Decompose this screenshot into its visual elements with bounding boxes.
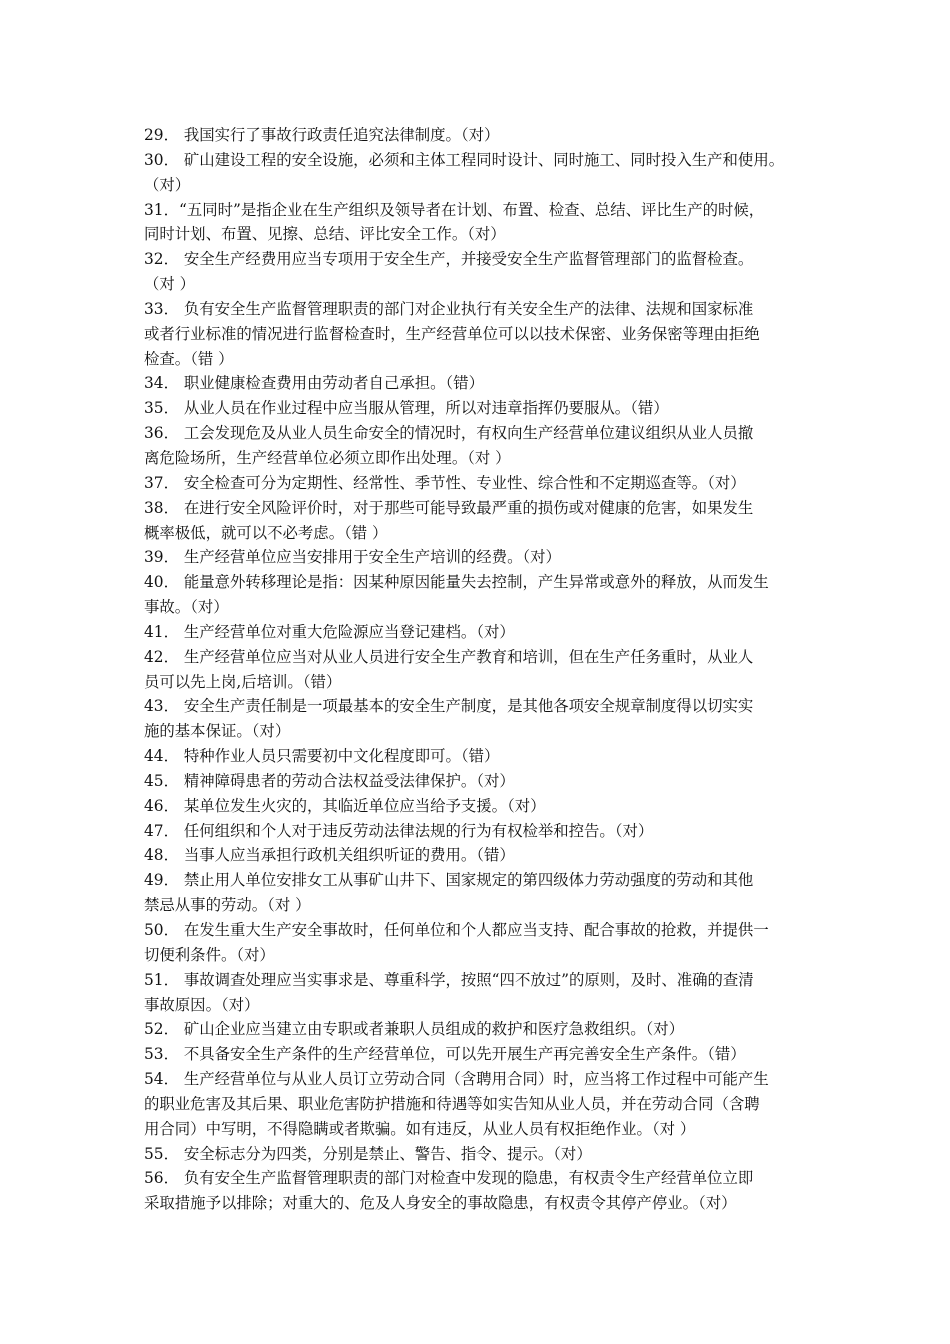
text-line: 54． 生产经营单位与从业人员订立劳动合同（含聘用合同）时，应当将工作过程中可能产生	[144, 1070, 769, 1089]
text-line: 禁忌从事的劳动。（对 ）	[144, 896, 311, 915]
text-line	[144, 1216, 814, 1241]
text-line: 46． 某单位发生火灾的，其临近单位应当给予支援。（对）	[144, 796, 546, 815]
text-line: 49． 禁止用人单位安排女工从事矿山井下、国家规定的第四级体力劳动强度的劳动和其他	[144, 871, 754, 890]
text-line: 32． 安全生产经费用应当专项用于安全生产，并接受安全生产监督管理部门的监督检查。	[144, 250, 754, 269]
text-line: 51． 事故调查处理应当实事求是、尊重科学，按照“四不放过”的原则，及时、准确的查清	[144, 970, 754, 989]
text-line: 47． 任何组织和个人对于违反劳动法律法规的行为有权检举和控告。（对）	[144, 821, 654, 840]
text-line: 37． 安全检查可分为定期性、经常性、季节性、专业性、综合性和不定期巡查等。（对）	[144, 473, 746, 492]
text-line: 55． 安全标志分为四类，分别是禁止、警告、指令、提示。（对）	[144, 1144, 592, 1163]
text-line: 离危险场所，生产经营单位必须立即作出处理。（对 ）	[144, 448, 511, 467]
text-line: 30． 矿山建设工程的安全设施，必须和主体工程同时设计、同时施工、同时投入生产和使用。	[144, 150, 785, 169]
text-line: 检查。（错 ）	[144, 349, 234, 368]
text-line: 34． 职业健康检查费用由劳动者自己承担。（错）	[144, 374, 484, 393]
text-line: 56． 负有安全生产监督管理职责的部门对检查中发现的隐患，有权责令生产经营单位立即	[144, 1169, 754, 1188]
text-line: 员可以先上岗,后培训。（错）	[144, 672, 342, 691]
text-line: 43． 安全生产责任制是一项最基本的安全生产制度，是其他各项安全规章制度得以切实实	[144, 697, 754, 716]
text-line: 事故。（对）	[144, 598, 229, 617]
text-line: 42． 生产经营单位应当对从业人员进行安全生产教育和培训，但在生产任务重时，从业人	[144, 647, 754, 666]
text-line: 切便利条件。（对）	[144, 945, 275, 964]
text-line: 同时计划、布置、见擦、总结、评比安全工作。（对）	[144, 225, 506, 244]
text-line: 38． 在进行安全风险评价时，对于那些可能导致最严重的损伤或对健康的危害，如果发生	[144, 498, 754, 517]
text-line: 41． 生产经营单位对重大危险源应当登记建档。（对）	[144, 622, 515, 641]
text-line: （对 ）	[144, 275, 196, 294]
document-body	[144, 123, 814, 1241]
text-line: 概率极低，就可以不必考虑。（错 ）	[144, 523, 388, 542]
text-line: 施的基本保证。（对）	[144, 722, 291, 741]
text-line: 39． 生产经营单位应当安排用于安全生产培训的经费。（对）	[144, 548, 561, 567]
text-line: 52． 矿山企业应当建立由专职或者兼职人员组成的救护和医疗急救组织。（对）	[144, 1020, 685, 1039]
text-line: 31．“五同时”是指企业在生产组织及领导者在计划、布置、检查、总结、评比生产的时候，	[144, 200, 765, 219]
text-line: 36． 工会发现危及从业人员生命安全的情况时，有权向生产经营单位建议组织从业人员撤	[144, 424, 754, 443]
text-line: 40． 能量意外转移理论是指：因某种原因能量失去控制，产生异常或意外的释放，从而发生	[144, 573, 769, 592]
text-line: 采取措施予以排除；对重大的、危及人身安全的事故隐患，有权责令其停产停业。（对）	[144, 1194, 737, 1213]
text-line: 的职业危害及其后果、职业危害防护措施和待遇等如实告知从业人员，并在劳动合同（含聘	[144, 1094, 760, 1113]
text-line: 29． 我国实行了事故行政责任追究法律制度。（对）	[144, 126, 500, 144]
text-line: 45． 精神障碍患者的劳动合法权益受法律保护。（对）	[144, 771, 515, 790]
text-line: 33． 负有安全生产监督管理职责的部门对企业执行有关安全生产的法律、法规和国家标准	[144, 299, 754, 318]
text-line: 事故原因。（对）	[144, 995, 260, 1014]
text-line: （对）	[144, 175, 191, 194]
text-line: 35． 从业人员在作业过程中应当服从管理，所以对违章指挥仍要服从。（错）	[144, 399, 669, 418]
text-line: 用合同）中写明，不得隐瞒或者欺骗。如有违反，从业人员有权拒绝作业。（对 ）	[144, 1119, 696, 1138]
text-line: 48． 当事人应当承担行政机关组织听证的费用。（错）	[144, 846, 515, 865]
text-line: 53． 不具备安全生产条件的生产经营单位，可以先开展生产再完善安全生产条件。（错）	[144, 1045, 746, 1064]
text-line: 44． 特种作业人员只需要初中文化程度即可。（错）	[144, 747, 500, 766]
text-line: 50． 在发生重大生产安全事故时，任何单位和个人都应当支持、配合事故的抢救，并提供一	[144, 921, 769, 939]
text-line: 或者行业标准的情况进行监督检查时，生产经营单位可以以技术保密、业务保密等理由拒绝	[144, 324, 760, 343]
